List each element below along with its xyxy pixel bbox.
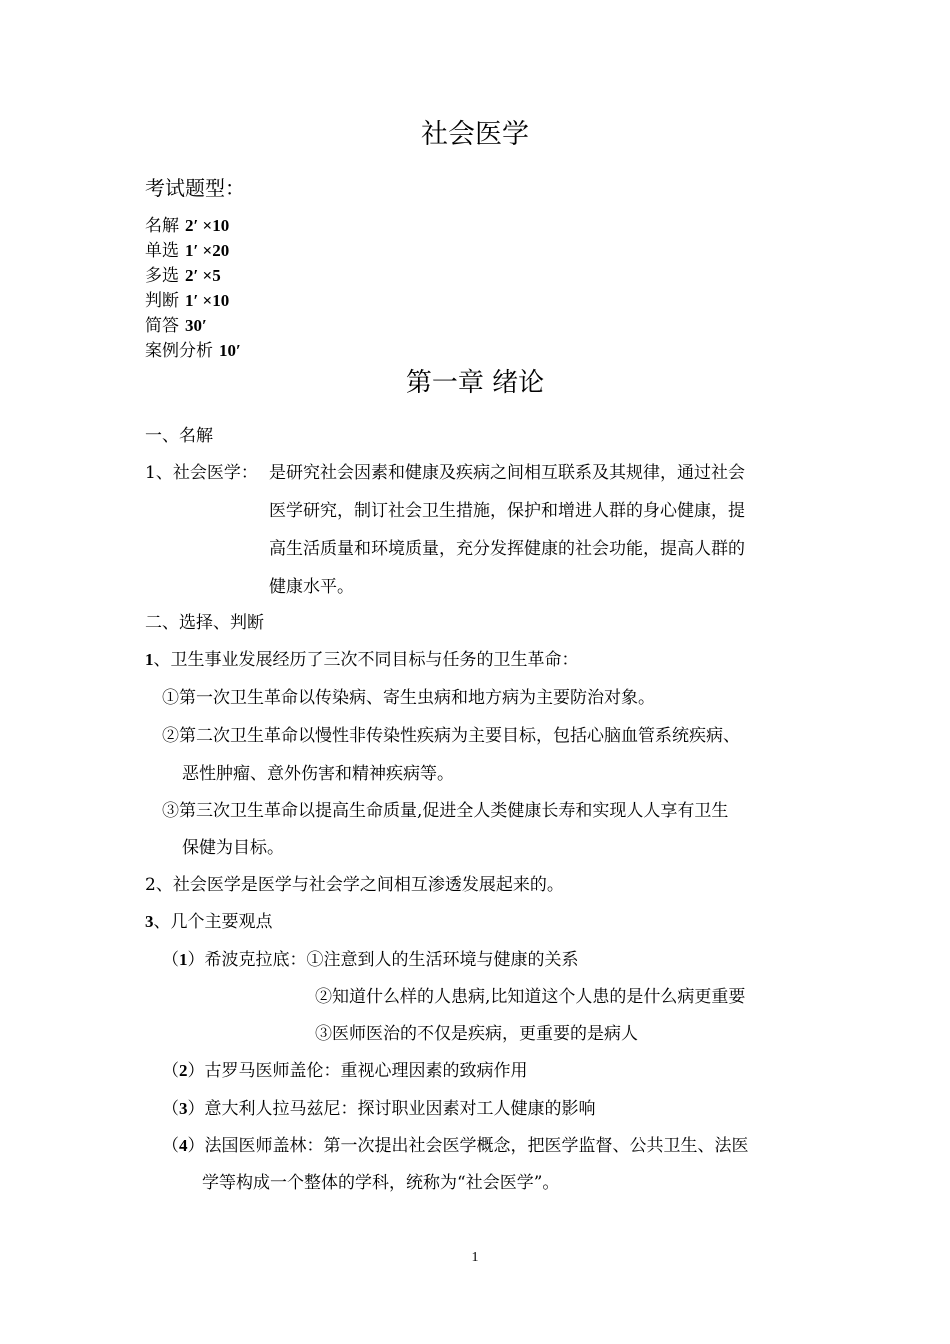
section-heading: 一、名解 (145, 426, 213, 446)
page-number: 1 (471, 1250, 479, 1265)
exam-item-name: 单选 (145, 241, 179, 261)
revolution-line: ②第二次卫生革命以慢性非传染性疾病为主要目标，包括心脑血管系统疾病、 (162, 726, 740, 746)
viewpoint-label: 希波克拉底： (204, 950, 307, 970)
exam-item-name: 简答 (145, 316, 179, 336)
section-heading: 二、选择、判断 (145, 613, 264, 633)
question-item (145, 645, 579, 670)
definition-line: 是研究社会因素和健康及疾病之间相互联系及其规律，通过社会 (269, 463, 745, 483)
revolution-line: ①第一次卫生革命以传染病、寄生虫病和地方病为主要防治对象。 (162, 688, 655, 708)
viewpoint-text: 意大利人拉马兹尼：探讨职业因素对工人健康的影响 (204, 1099, 596, 1119)
question-text: 、卫生事业发展经历了三次不同目标与任务的卫生革命： (153, 650, 579, 670)
exam-item (145, 263, 221, 289)
viewpoint-item: （4）法国医师盖林：第一次提出社会医学概念，把医学监督、公共卫生、法医 (162, 1136, 749, 1156)
exam-item-score: 10′ (219, 341, 241, 360)
exam-item (145, 238, 229, 264)
viewpoint-text: 学等构成一个整体的学科，统称为“社会医学”。 (202, 1173, 560, 1193)
definition-term: 1、社会医学： (145, 463, 258, 483)
exam-item (145, 338, 241, 364)
viewpoint-point: ②知道什么样的人患病,比知道这个人患的是什么病更重要 (315, 987, 746, 1007)
viewpoint-point: ③医师医治的不仅是疾病，更重要的是病人 (315, 1024, 638, 1044)
viewpoint-number: 1 (179, 950, 188, 969)
exam-item-score: 2′ ×10 (185, 216, 230, 235)
question-item: 2、社会医学是医学与社会学之间相互渗透发展起来的。 (145, 875, 564, 895)
exam-item-name: 名解 (145, 216, 179, 236)
viewpoint-item: （2）古罗马医师盖伦：重视心理因素的致病作用 (162, 1061, 528, 1081)
exam-item-score: 2′ ×5 (185, 266, 221, 285)
revolution-line: 恶性肿瘤、意外伤害和精神疾病等。 (182, 764, 454, 784)
question-number: 1 (145, 650, 154, 669)
document-title: 社会医学 (421, 119, 529, 150)
definition-line: 健康水平。 (269, 577, 354, 597)
exam-item (145, 288, 229, 314)
exam-item-name: 多选 (145, 266, 179, 286)
viewpoint-text: 古罗马医师盖伦：重视心理因素的致病作用 (204, 1061, 528, 1081)
question-number: 3 (145, 912, 154, 931)
exam-item-name: 判断 (145, 291, 179, 311)
exam-item (145, 313, 207, 339)
exam-item-name: 案例分析 (145, 341, 213, 361)
definition-line: 医学研究，制订社会卫生措施，保护和增进人群的身心健康，提 (269, 501, 745, 521)
exam-item-score: 1′ ×20 (185, 241, 230, 260)
viewpoint-item: （1）希波克拉底：①注意到人的生活环境与健康的关系 (162, 950, 579, 970)
viewpoint-item: （3）意大利人拉马兹尼：探讨职业因素对工人健康的影响 (162, 1099, 596, 1119)
viewpoint-point: ①注意到人的生活环境与健康的关系 (306, 950, 579, 970)
question-text: 、几个主要观点 (153, 912, 273, 932)
exam-types-heading: 考试题型： (145, 176, 245, 200)
exam-item-score: 1′ ×10 (185, 291, 230, 310)
definition-line: 高生活质量和环境质量，充分发挥健康的社会功能，提高人群的 (269, 539, 745, 559)
chapter-title: 第一章 绪论 (405, 368, 545, 398)
revolution-line: ③第三次卫生革命以提高生命质量,促进全人类健康长寿和实现人人享有卫生 (162, 801, 729, 821)
exam-item-score: 30′ (185, 316, 207, 335)
revolution-line: 保健为目标。 (182, 838, 284, 858)
viewpoint-number: 2 (179, 1061, 188, 1080)
viewpoint-text: 法国医师盖林：第一次提出社会医学概念，把医学监督、公共卫生、法医 (204, 1136, 749, 1156)
question-item (145, 907, 273, 932)
viewpoint-number: 4 (179, 1136, 188, 1155)
viewpoint-number: 3 (179, 1099, 188, 1118)
exam-item (145, 213, 229, 239)
